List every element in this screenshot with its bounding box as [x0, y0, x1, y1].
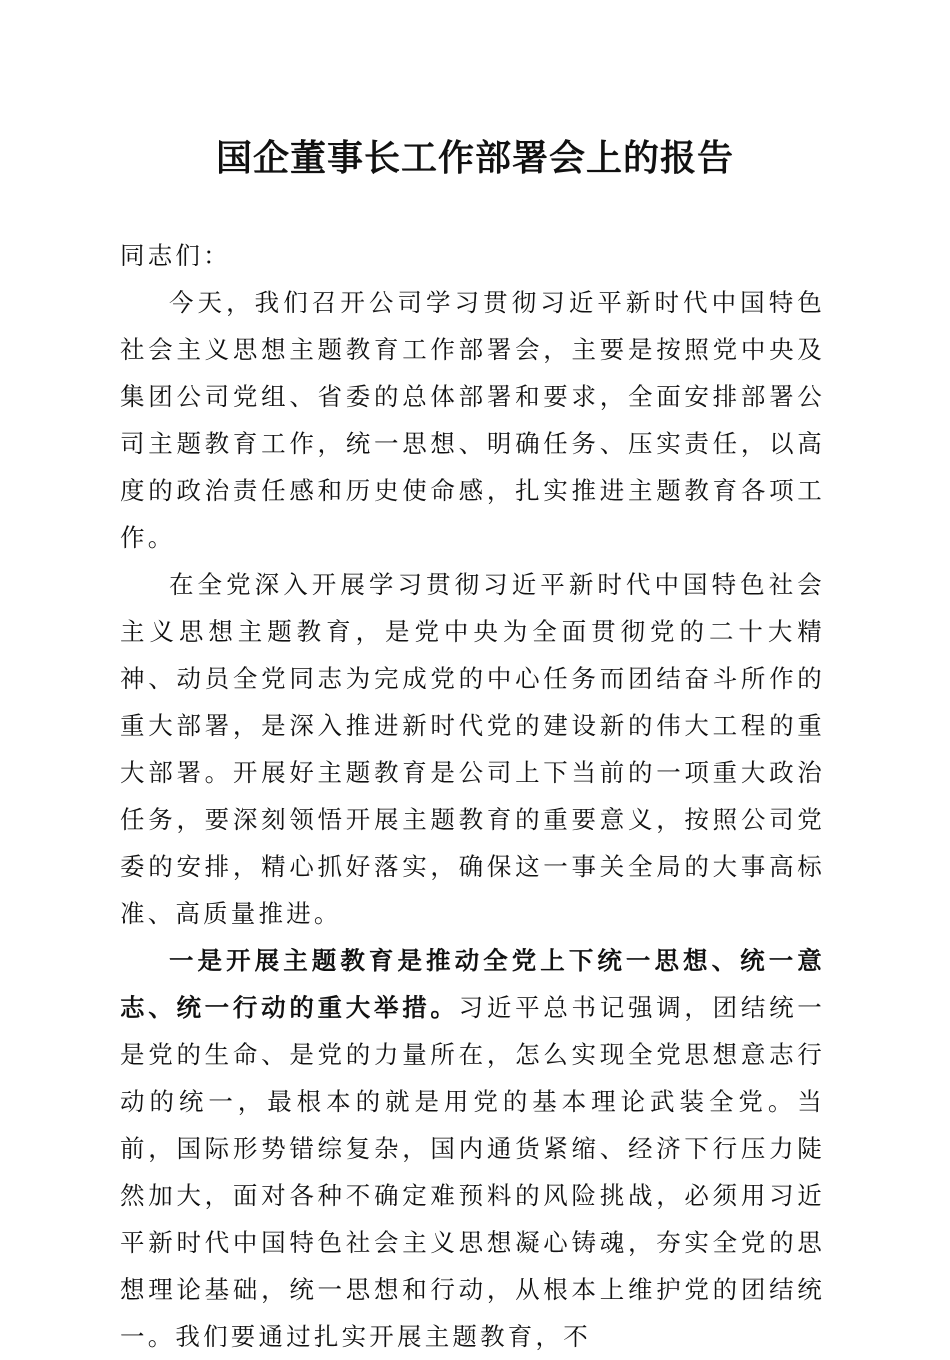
salutation: 同志们： — [120, 241, 231, 270]
paragraph-point-one — [120, 937, 825, 1360]
document-body — [120, 232, 825, 1360]
point-one-text: 习近平总书记强调，团结统一是党的生命、是党的力量所在，怎么实现全党思想意志行动的统一，最根本的就是用党的基本理论武装全党。当前，国际形势错综复杂，国内通货紧缩、经济下行压力陡然加大，面对各种不确定难预料的风险挑战，必须用习近平新时代中国特色社会主义思想凝心铸魂，夯实全党的思想理论基础，统一思想和行动，从根本上维护党的团结统一。我们要通过扎实开展主题教育，不 — [120, 993, 825, 1351]
document-title: 国企董事长工作部署会上的报告 — [215, 137, 734, 179]
paragraph-opening: 今天，我们召开公司学习贯彻习近平新时代中国特色社会主义思想主题教育工作部署会，主要是按照党中央及集团公司党组、省委的总体部署和要求，全面安排部署公司主题教育工作，统一思想、明确任务、压实责任，以高度的政治责任感和历史使命感，扎实推进主题教育各项工作。 — [120, 288, 825, 552]
paragraph-significance: 在全党深入开展学习贯彻习近平新时代中国特色社会主义思想主题教育，是党中央为全面贯彻党的二十大精神、动员全党同志为完成党的中心任务而团结奋斗所作的重大部署，是深入推进新时代党的建设新的伟大工程的重大部署。开展好主题教育是公司上下当前的一项重大政治任务，要深刻领悟开展主题教育的重要意义，按照公司党委的安排，精心抓好落实，确保这一事关全局的大事高标准、高质量推进。 — [120, 570, 825, 928]
point-one-heading: 一是开展主题教育是推动全党上下统一思想、统一意志、统一行动的重大举措。 — [120, 946, 825, 1022]
